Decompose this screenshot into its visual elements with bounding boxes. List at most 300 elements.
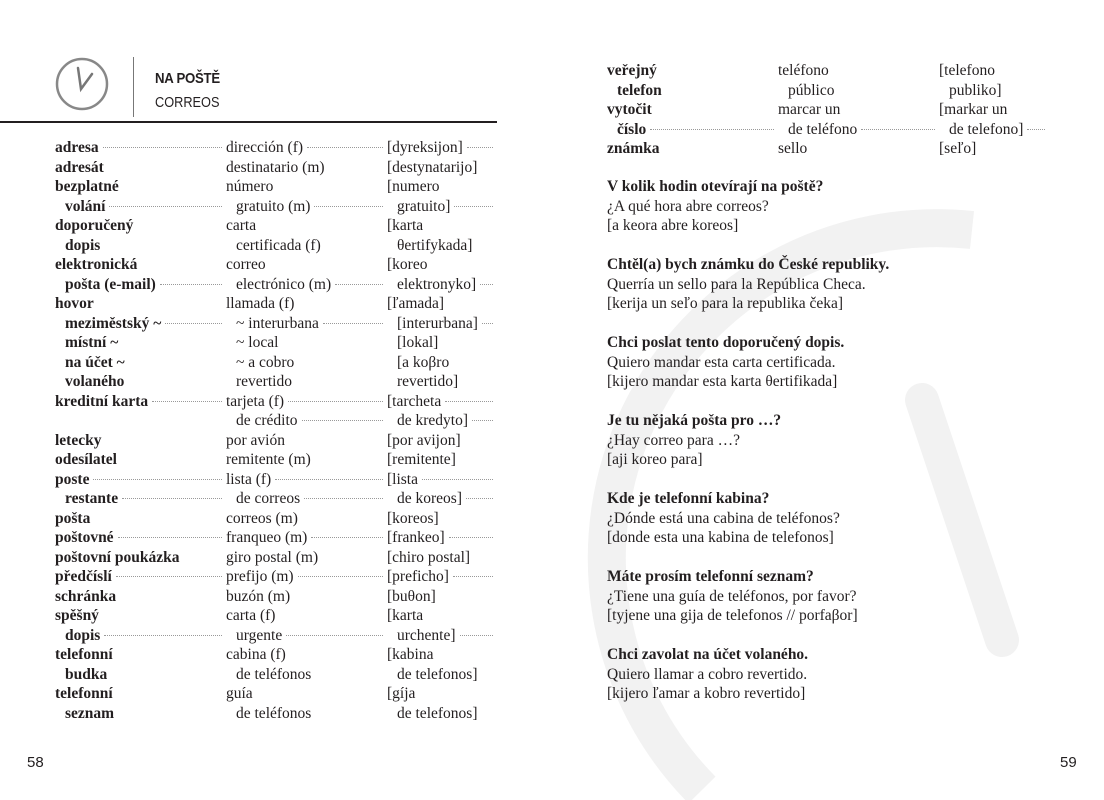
vocab-entry: [55, 255, 497, 294]
vocab-cell-es: [778, 61, 939, 81]
vocab-line: [55, 411, 497, 431]
spanish-term: electrónico (m): [236, 275, 332, 293]
vocab-cell-es: [226, 509, 387, 529]
czech-term: dopis: [65, 626, 101, 644]
czech-term: známka: [607, 140, 660, 157]
phrase-czech: Kde je telefonní kabina?: [607, 490, 770, 507]
vocab-cell-pr: [387, 470, 497, 490]
vocab-entry: [55, 587, 497, 607]
vocab-cell-cz: [55, 372, 226, 392]
vocab-cell-cz: [55, 626, 226, 646]
vocab-line: [55, 177, 497, 197]
vocab-cell-pr: [387, 704, 497, 724]
spanish-term: cabina (f): [226, 646, 286, 663]
vocab-cell-es: [226, 587, 387, 607]
spanish-term: marcar un: [778, 101, 841, 118]
pronunciation: [tarcheta: [387, 392, 442, 410]
pronunciation: [koreos]: [387, 509, 439, 527]
vocab-entry: [55, 509, 497, 529]
vocab-cell-pr: [387, 528, 497, 548]
czech-term: telefonní: [55, 646, 113, 663]
vocab-cell-cz: [55, 177, 226, 197]
phrase-list: [607, 177, 889, 723]
spanish-term: ~ interurbana: [236, 314, 319, 332]
vocab-cell-es: [226, 665, 387, 685]
czech-term: poštovné: [55, 529, 114, 546]
vocab-cell-es: [226, 645, 387, 665]
vocab-cell-pr: [387, 177, 497, 197]
vocab-cell-cz: [55, 509, 226, 529]
spanish-term: carta (f): [226, 607, 276, 624]
phrase-block: [607, 567, 889, 626]
phrase-block: [607, 645, 889, 704]
header-divider: [133, 57, 134, 117]
vocab-line: [55, 216, 497, 236]
vocab-line: [55, 158, 497, 178]
spanish-term: gratuito (m): [236, 197, 311, 215]
vocab-line: [55, 333, 497, 353]
czech-term: elektronická: [55, 256, 138, 273]
spanish-term: dirección (f): [226, 139, 304, 156]
czech-term: veřejný: [607, 62, 657, 79]
vocab-line: [55, 548, 497, 568]
czech-term: poste: [55, 470, 90, 488]
vocab-entry: [55, 450, 497, 470]
vocab-cell-es: [226, 372, 387, 392]
vocab-cell-cz: [607, 61, 778, 81]
vocab-entry: [55, 470, 497, 509]
vocab-line: [55, 684, 497, 704]
vocab-line: [55, 470, 497, 490]
spanish-term: ~ a cobro: [236, 353, 295, 371]
czech-term: předčíslí: [55, 568, 112, 585]
vocab-cell-cz: [55, 489, 226, 509]
vocabulary-list: [607, 61, 1049, 159]
vocab-entry: [55, 684, 497, 723]
vocab-entry: [55, 567, 497, 587]
czech-term: doporučený: [55, 217, 134, 234]
pronunciation: [lokal]: [397, 334, 439, 351]
vocab-cell-pr: [387, 372, 497, 392]
vocab-line: [55, 197, 497, 217]
spanish-term: correos (m): [226, 509, 298, 527]
vocab-cell-pr: [387, 275, 497, 295]
pronunciation: [frankeo]: [387, 529, 445, 546]
pronunciation: publiko]: [949, 81, 1002, 99]
pronunciation: [buθon]: [387, 587, 436, 605]
phrase-spanish: ¿Dónde está una cabina de teléfonos?: [607, 509, 840, 527]
czech-term: letecky: [55, 431, 102, 449]
spanish-term: certificada (f): [236, 236, 321, 254]
vocab-cell-cz: [55, 548, 226, 568]
pronunciation: [remitente]: [387, 451, 456, 468]
vocab-cell-pr: [387, 665, 497, 685]
czech-term: kreditní karta: [55, 392, 149, 410]
vocab-cell-cz: [55, 587, 226, 607]
vocab-line: [55, 138, 497, 158]
pronunciation: [a koβro: [397, 353, 450, 371]
vocab-cell-cz: [55, 665, 226, 685]
czech-term: adresa: [55, 139, 99, 156]
vocab-cell-pr: [387, 236, 497, 256]
vocab-cell-cz: [55, 197, 226, 217]
right-page: [552, 0, 1104, 800]
vocab-cell-cz: [55, 431, 226, 451]
vocab-cell-cz: [55, 645, 226, 665]
vocab-cell-cz: [55, 294, 226, 314]
vocab-line: [55, 275, 497, 295]
czech-term: volání: [65, 197, 106, 215]
vocab-entry: [607, 100, 1049, 139]
czech-term: telefon: [617, 81, 662, 99]
vocab-cell-es: [226, 216, 387, 236]
phrase-czech: Chtěl(a) bych známku do České republiky.: [607, 256, 890, 273]
phrase-block: [607, 255, 889, 314]
czech-term: adresát: [55, 158, 104, 176]
vocab-line: [55, 236, 497, 256]
phrase-block: [607, 333, 889, 392]
vocab-cell-pr: [387, 509, 497, 529]
czech-term: pošta (e-mail): [65, 275, 156, 293]
phrase-spanish: Quiero mandar esta carta certificada.: [607, 353, 836, 371]
pronunciation: [numero: [387, 178, 440, 195]
vocab-cell-pr: [387, 353, 497, 373]
vocab-cell-pr: [939, 81, 1049, 101]
vocab-cell-pr: [387, 138, 497, 158]
vocab-cell-es: [778, 139, 939, 159]
vocab-cell-cz: [55, 411, 226, 431]
spanish-term: por avión: [226, 431, 285, 449]
phrase-czech: V kolik hodin otevírají na poště?: [607, 178, 824, 195]
spanish-term: guía: [226, 685, 253, 702]
spanish-term: llamada (f): [226, 295, 295, 312]
pronunciation: elektronyko]: [397, 275, 477, 293]
spanish-term: de crédito: [236, 412, 298, 429]
clock-icon: [54, 56, 110, 112]
vocab-cell-cz: [55, 567, 226, 587]
vocab-cell-cz: [55, 684, 226, 704]
vocab-cell-cz: [55, 275, 226, 295]
phrase-pronunciation: [tyjene una gija de telefonos // porfaβor]: [607, 607, 858, 624]
vocab-cell-pr: [387, 333, 497, 353]
phrase-czech: Chci zavolat na účet volaného.: [607, 646, 809, 663]
czech-term: seznam: [65, 704, 115, 722]
vocab-cell-cz: [55, 236, 226, 256]
vocab-cell-es: [226, 626, 387, 646]
vocab-cell-es: [226, 138, 387, 158]
vocab-line: [55, 704, 497, 724]
vocab-cell-cz: [607, 100, 778, 120]
vocab-cell-cz: [55, 216, 226, 236]
vocab-line: [55, 392, 497, 412]
vocab-cell-pr: [387, 431, 497, 451]
vocab-line: [55, 509, 497, 529]
pronunciation: [gíja: [387, 685, 416, 702]
pronunciation: [kabina: [387, 646, 434, 663]
vocab-cell-cz: [55, 333, 226, 353]
czech-term: na účet ~: [65, 353, 125, 371]
spanish-term: de correos: [236, 490, 301, 507]
vocab-cell-es: [226, 684, 387, 704]
pronunciation: [ľamada]: [387, 295, 445, 312]
phrase-spanish: Querría un sello para la República Checa.: [607, 275, 866, 293]
vocab-cell-es: [226, 548, 387, 568]
vocab-cell-pr: [387, 489, 497, 509]
vocab-cell-pr: [387, 606, 497, 626]
vocab-entry: [55, 158, 497, 178]
vocab-cell-es: [226, 704, 387, 724]
vocab-cell-pr: [939, 100, 1049, 120]
pronunciation: de koreos]: [397, 490, 462, 507]
vocab-cell-pr: [387, 450, 497, 470]
pronunciation: urchente]: [397, 626, 456, 644]
vocab-cell-pr: [387, 645, 497, 665]
vocab-cell-pr: [387, 158, 497, 178]
phrase-czech: Máte prosím telefonní seznam?: [607, 568, 814, 585]
vocab-entry: [55, 548, 497, 568]
czech-term: pošta: [55, 509, 91, 527]
vocab-line: [55, 587, 497, 607]
vocab-cell-es: [778, 81, 939, 101]
vocab-cell-cz: [55, 704, 226, 724]
czech-term: telefonní: [55, 685, 113, 702]
phrase-spanish: ¿Hay correo para …?: [607, 431, 740, 449]
vocab-cell-pr: [939, 139, 1049, 159]
vocab-entry: [55, 606, 497, 645]
vocab-cell-cz: [55, 450, 226, 470]
vocab-cell-es: [226, 528, 387, 548]
vocab-line: [607, 61, 1049, 81]
pronunciation: de telefonos]: [397, 704, 478, 722]
vocab-cell-es: [778, 120, 939, 140]
pronunciation: [karta: [387, 607, 424, 624]
vocab-entry: [55, 431, 497, 451]
vocab-cell-es: [226, 431, 387, 451]
spanish-term: de teléfono: [788, 120, 858, 138]
pronunciation: de telefono]: [949, 120, 1024, 138]
vocab-line: [55, 567, 497, 587]
czech-term: místní ~: [65, 334, 119, 351]
vocab-entry: [55, 645, 497, 684]
vocab-line: [55, 314, 497, 334]
phrase-spanish: ¿A qué hora abre correos?: [607, 197, 769, 215]
vocab-cell-cz: [55, 528, 226, 548]
vocab-line: [607, 120, 1049, 140]
phrase-spanish: ¿Tiene una guía de teléfonos, por favor?: [607, 587, 857, 605]
phrase-czech: Je tu nějaká pošta pro …?: [607, 412, 782, 429]
vocab-cell-pr: [387, 392, 497, 412]
vocab-cell-pr: [387, 684, 497, 704]
vocab-cell-es: [226, 353, 387, 373]
vocab-cell-es: [226, 158, 387, 178]
vocab-cell-pr: [387, 197, 497, 217]
phrase-spanish: Quiero llamar a cobro revertido.: [607, 665, 808, 683]
vocab-cell-es: [226, 333, 387, 353]
vocab-line: [55, 645, 497, 665]
phrase-pronunciation: [kijero ľamar a kobro revertido]: [607, 685, 806, 702]
vocab-entry: [55, 392, 497, 431]
pronunciation: de telefonos]: [397, 665, 478, 683]
vocab-line: [607, 81, 1049, 101]
vocab-cell-es: [226, 314, 387, 334]
pronunciation: [destynatarijo]: [387, 158, 478, 176]
vocab-line: [55, 431, 497, 451]
spanish-term: remitente (m): [226, 451, 311, 468]
spanish-term: franqueo (m): [226, 529, 308, 546]
phrase-pronunciation: [donde esta una kabina de telefonos]: [607, 529, 834, 546]
vocab-entry: [55, 216, 497, 255]
pronunciation: [preficho]: [387, 568, 449, 585]
phrase-czech: Chci poslat tento doporučený dopis.: [607, 334, 845, 351]
spanish-term: tarjeta (f): [226, 392, 285, 410]
pronunciation: [dyreksijon]: [387, 139, 463, 156]
vocab-cell-cz: [607, 81, 778, 101]
czech-term: dopis: [65, 236, 101, 254]
vocab-cell-es: [226, 177, 387, 197]
czech-term: odesílatel: [55, 451, 117, 468]
vocab-cell-es: [226, 606, 387, 626]
spanish-term: urgente: [236, 626, 283, 644]
pronunciation: de kredyto]: [397, 412, 469, 429]
vocab-cell-es: [226, 197, 387, 217]
spanish-term: sello: [778, 140, 808, 157]
czech-term: budka: [65, 665, 108, 683]
spanish-term: número: [226, 178, 274, 195]
spanish-term: correo: [226, 256, 266, 273]
spanish-term: buzón (m): [226, 587, 291, 605]
phrase-block: [607, 489, 889, 548]
vocab-entry: [55, 528, 497, 548]
vocab-line: [55, 626, 497, 646]
spanish-term: de teléfonos: [236, 704, 312, 722]
vocab-cell-pr: [387, 314, 497, 334]
vocab-cell-pr: [387, 411, 497, 431]
spanish-term: giro postal (m): [226, 548, 319, 566]
page-number: 58: [27, 754, 44, 771]
vocab-cell-es: [226, 275, 387, 295]
czech-term: schránka: [55, 587, 117, 605]
phrase-block: [607, 411, 889, 470]
vocab-line: [55, 450, 497, 470]
pronunciation: [karta: [387, 217, 424, 234]
vocab-cell-pr: [387, 567, 497, 587]
vocab-cell-es: [226, 450, 387, 470]
spanish-term: público: [788, 81, 835, 99]
pronunciation: θertifykada]: [397, 236, 473, 254]
vocab-cell-es: [226, 489, 387, 509]
section-title: NA POŠTĚ: [155, 70, 220, 87]
pronunciation: [lista: [387, 470, 418, 488]
pronunciation: [por avijon]: [387, 431, 461, 449]
phrase-pronunciation: [kerija un seľo para la republika čeka]: [607, 295, 844, 312]
vocab-cell-cz: [55, 158, 226, 178]
vocab-cell-cz: [55, 392, 226, 412]
spanish-term: carta: [226, 217, 257, 234]
vocab-line: [607, 139, 1049, 159]
czech-term: spěšný: [55, 607, 99, 624]
spanish-term: lista (f): [226, 470, 272, 488]
vocab-cell-pr: [387, 587, 497, 607]
vocab-cell-pr: [387, 216, 497, 236]
vocabulary-list: [55, 138, 497, 723]
czech-term: hovor: [55, 295, 94, 312]
phrase-pronunciation: [aji koreo para]: [607, 451, 703, 468]
vocab-line: [55, 606, 497, 626]
vocab-entry: [607, 139, 1049, 159]
pronunciation: [markar un: [939, 101, 1008, 118]
vocab-cell-es: [226, 236, 387, 256]
pronunciation: gratuito]: [397, 197, 451, 215]
vocab-cell-cz: [55, 470, 226, 490]
vocab-line: [607, 100, 1049, 120]
spanish-term: prefijo (m): [226, 568, 294, 585]
spanish-term: destinatario (m): [226, 158, 325, 176]
vocab-cell-pr: [387, 626, 497, 646]
spanish-term: ~ local: [236, 334, 279, 351]
vocab-cell-cz: [55, 314, 226, 334]
header-rule: [0, 121, 497, 123]
vocab-cell-es: [778, 100, 939, 120]
vocab-cell-pr: [387, 548, 497, 568]
page-number: 59: [1060, 754, 1077, 771]
vocab-cell-es: [226, 392, 387, 412]
vocab-cell-pr: [387, 294, 497, 314]
vocab-line: [55, 665, 497, 685]
vocab-entry: [55, 294, 497, 392]
czech-term: volaného: [65, 373, 125, 390]
czech-term: vytočit: [607, 101, 652, 118]
phrase-pronunciation: [a keora abre koreos]: [607, 217, 739, 234]
vocab-line: [55, 489, 497, 509]
vocab-cell-es: [226, 255, 387, 275]
vocab-line: [55, 528, 497, 548]
vocab-cell-cz: [55, 255, 226, 275]
pronunciation: [telefono: [939, 62, 995, 79]
spanish-term: teléfono: [778, 62, 829, 79]
vocab-cell-pr: [939, 120, 1049, 140]
vocab-cell-cz: [607, 120, 778, 140]
section-subtitle: CORREOS: [155, 94, 220, 111]
vocab-line: [55, 353, 497, 373]
phrase-pronunciation: [kijero mandar esta karta θertifikada]: [607, 373, 838, 390]
czech-term: číslo: [617, 120, 647, 138]
vocab-cell-es: [226, 470, 387, 490]
pronunciation: [seľo]: [939, 140, 977, 157]
czech-term: restante: [65, 490, 119, 507]
vocab-entry: [55, 138, 497, 158]
spanish-term: revertido: [236, 373, 292, 390]
phrase-block: [607, 177, 889, 236]
vocab-line: [55, 294, 497, 314]
vocab-entry: [55, 177, 497, 216]
czech-term: poštovní poukázka: [55, 548, 180, 566]
pronunciation: [interurbana]: [397, 314, 478, 332]
vocab-cell-cz: [607, 139, 778, 159]
czech-term: meziměstský ~: [65, 314, 162, 332]
vocab-line: [55, 372, 497, 392]
vocab-line: [55, 255, 497, 275]
pronunciation: revertido]: [397, 373, 459, 390]
vocab-cell-es: [226, 411, 387, 431]
vocab-cell-cz: [55, 138, 226, 158]
vocab-cell-cz: [55, 606, 226, 626]
pronunciation: [koreo: [387, 256, 428, 273]
vocab-cell-es: [226, 567, 387, 587]
vocab-cell-pr: [387, 255, 497, 275]
spanish-term: de teléfonos: [236, 665, 312, 683]
vocab-cell-cz: [55, 353, 226, 373]
pronunciation: [chiro postal]: [387, 548, 471, 566]
